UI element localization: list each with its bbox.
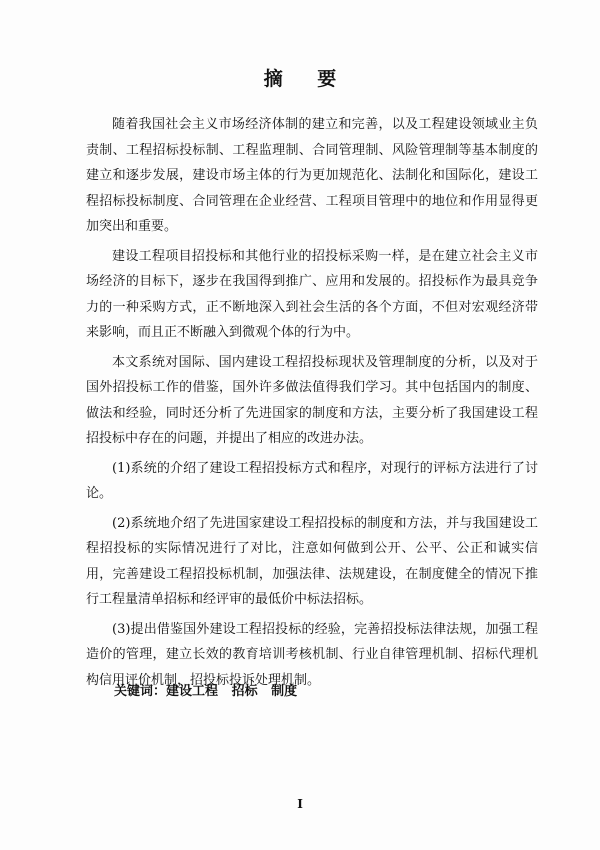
abstract-body xyxy=(86,112,538,697)
page-number: I xyxy=(297,797,303,811)
paragraph-point-1: (1)系统的介绍了建设工程招投标方式和程序，对现行的评标方法进行了讨论。 xyxy=(86,460,538,501)
paragraph-point-2: (2)系统地介绍了先进国家建设工程招投标的制度和方法，并与我国建设工程招投标的实际情况进行了对比，注意如何做到公开、公平、公正和诚实信用，完善建设工程招投标机制，加强法律、法规建设，在制度健全的情况下推行工程量清单招标和经评审的最低价中标法招标。 xyxy=(86,515,538,607)
paragraph-point-3: (3)提出借鉴国外建设工程招投标的经验，完善招投标法律法规，加强工程造价的管理，建立长效的教育培训考核机制、行业自律管理机制、招标代理机构信用评价机制，招投标投诉处理机制。 xyxy=(86,621,538,688)
paragraph-scope: 本文系统对国际、国内建设工程招投标现状及管理制度的分析，以及对于国外招投标工作的借鉴，国外许多做法值得我们学习。其中包括国内的制度、做法和经验，同时还分析了先进国家的制度和方法，主要分析了我国建设工程招投标中存在的问题，并提出了相应的改进办法。 xyxy=(86,354,538,446)
paragraph-intro: 随着我国社会主义市场经济体制的建立和完善，以及工程建设领域业主负责制、工程招标投标制、工程监理制、合同管理制、风险管理制等基本制度的建立和逐步发展，建设市场主体的行为更加规范化、法制化和国际化，建设工程招标投标制度、合同管理在企业经营、工程项目管理中的地位和作用显得更加突出和重要。 xyxy=(86,117,538,234)
page-title: 摘 要 xyxy=(263,68,351,90)
paragraph-bidding-context: 建设工程项目招投标和其他行业的招投标采购一样，是在建立社会主义市场经济的目标下，逐步在我国得到推广、应用和发展的。招投标作为最具竞争力的一种采购方式，正不断地深入到社会生活的各个方面，不但对宏观经济带来影响，而且正不断融入到微观个体的行为中。 xyxy=(86,248,538,340)
keywords-line: 关键词：建设工程 招标 制度 xyxy=(114,684,298,699)
